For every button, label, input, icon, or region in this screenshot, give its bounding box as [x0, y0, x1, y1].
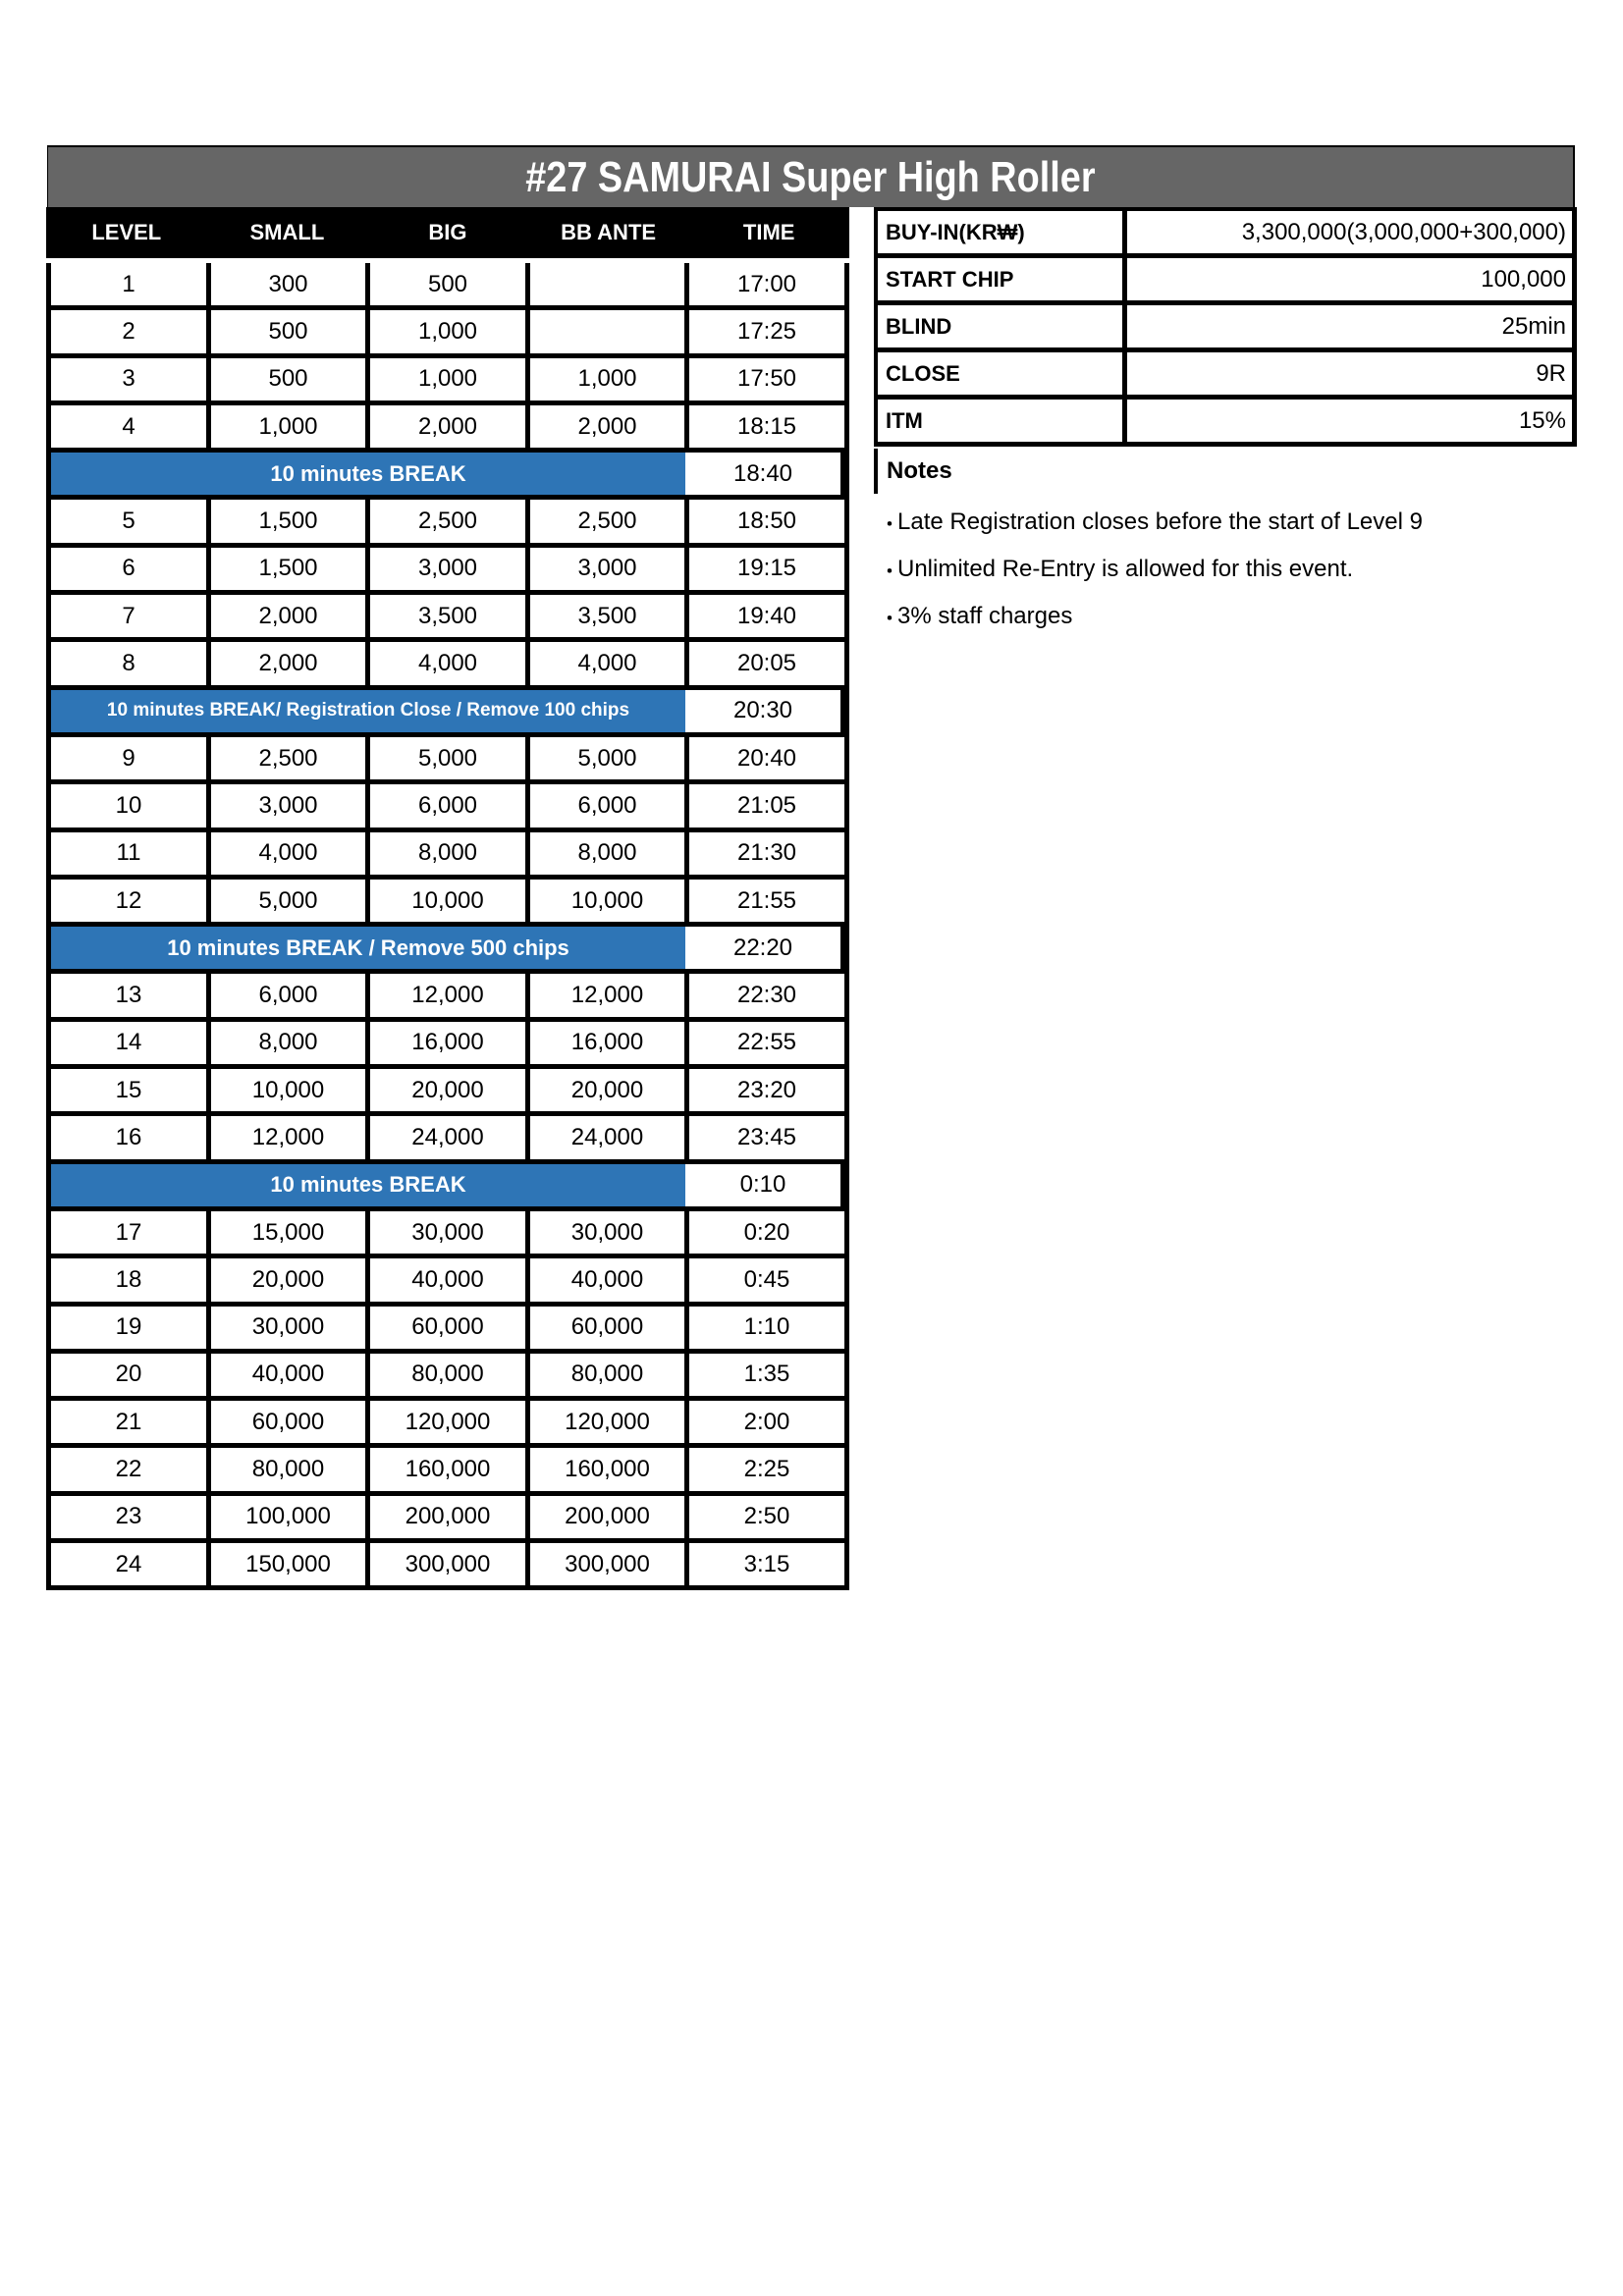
level-cell: 14 [51, 1022, 206, 1064]
level-row [51, 974, 844, 1016]
bb-ante-cell: 3,500 [530, 595, 684, 637]
level-row [51, 784, 844, 827]
level-cell: 18 [51, 1258, 206, 1301]
big-blind-cell: 200,000 [370, 1496, 525, 1538]
level-row [51, 1069, 844, 1111]
time-cell: 18:15 [689, 405, 844, 448]
level-cell: 13 [51, 974, 206, 1016]
header-time: TIME [742, 220, 795, 244]
big-blind-cell: 20,000 [370, 1069, 525, 1111]
level-row [51, 1448, 844, 1490]
level-row [51, 1543, 844, 1585]
big-blind-cell: 10,000 [370, 880, 525, 922]
level-cell: 9 [51, 737, 206, 779]
level-cell: 24 [51, 1543, 206, 1585]
header-big: BIG [428, 220, 467, 244]
bullet-icon: ･ [885, 561, 894, 583]
small-blind-cell: 4,000 [211, 832, 365, 875]
small-blind-cell: 60,000 [211, 1401, 365, 1443]
bb-ante-cell: 40,000 [530, 1258, 684, 1301]
level-cell: 10 [51, 784, 206, 827]
note-text: Late Registration closes before the start of Level 9 [897, 508, 1423, 535]
note-item [885, 499, 1423, 546]
break-label: 10 minutes BREAK / Remove 500 chips [51, 927, 685, 969]
level-cell: 17 [51, 1211, 206, 1254]
level-cell: 15 [51, 1069, 206, 1111]
time-cell: 20:40 [689, 737, 844, 779]
big-blind-cell: 3,000 [370, 548, 525, 590]
level-row [51, 1022, 844, 1064]
time-cell: 0:20 [689, 1211, 844, 1254]
break-row [51, 453, 844, 495]
level-row [51, 548, 844, 590]
info-value: 25min [1127, 305, 1572, 347]
bb-ante-cell: 20,000 [530, 1069, 684, 1111]
small-blind-cell: 30,000 [211, 1307, 365, 1349]
level-cell: 8 [51, 642, 206, 684]
info-row-buy-in [878, 211, 1572, 253]
small-blind-cell: 8,000 [211, 1022, 365, 1064]
level-row [51, 405, 844, 448]
time-cell: 22:30 [689, 974, 844, 1016]
level-cell: 5 [51, 500, 206, 542]
small-blind-cell: 3,000 [211, 784, 365, 827]
big-blind-cell: 16,000 [370, 1022, 525, 1064]
time-cell: 21:30 [689, 832, 844, 875]
info-label: START CHIP [878, 258, 1122, 300]
small-blind-cell: 2,000 [211, 642, 365, 684]
level-cell: 7 [51, 595, 206, 637]
bb-ante-cell: 4,000 [530, 642, 684, 684]
level-row [51, 1258, 844, 1301]
small-blind-cell: 6,000 [211, 974, 365, 1016]
level-cell: 12 [51, 880, 206, 922]
level-cell: 20 [51, 1354, 206, 1396]
level-row [51, 880, 844, 922]
time-cell: 17:25 [689, 310, 844, 352]
info-label: ITM [878, 400, 1122, 442]
time-cell: 17:00 [689, 263, 844, 305]
notes-heading: Notes [874, 449, 952, 494]
page-title: #27 SAMURAI Super High Roller [525, 152, 1096, 201]
bb-ante-cell: 5,000 [530, 737, 684, 779]
level-cell: 1 [51, 263, 206, 305]
break-label: 10 minutes BREAK/ Registration Close / Remove 100 chips [51, 690, 685, 732]
bb-ante-cell: 1,000 [530, 358, 684, 400]
info-row-close [878, 352, 1572, 395]
big-blind-cell: 12,000 [370, 974, 525, 1016]
info-label: CLOSE [878, 352, 1122, 395]
bb-ante-cell: 10,000 [530, 880, 684, 922]
big-blind-cell: 1,000 [370, 310, 525, 352]
level-cell: 21 [51, 1401, 206, 1443]
small-blind-cell: 1,000 [211, 405, 365, 448]
time-cell: 18:50 [689, 500, 844, 542]
table-body [46, 263, 849, 1590]
level-row [51, 1496, 844, 1538]
bb-ante-cell: 8,000 [530, 832, 684, 875]
note-text: Unlimited Re-Entry is allowed for this event. [897, 556, 1354, 582]
big-blind-cell: 300,000 [370, 1543, 525, 1585]
big-blind-cell: 80,000 [370, 1354, 525, 1396]
bb-ante-cell: 12,000 [530, 974, 684, 1016]
bb-ante-cell: 120,000 [530, 1401, 684, 1443]
small-blind-cell: 500 [211, 358, 365, 400]
blind-structure-table [46, 207, 849, 1590]
bb-ante-cell: 16,000 [530, 1022, 684, 1064]
time-cell: 17:50 [689, 358, 844, 400]
level-row [51, 737, 844, 779]
notes-list [885, 499, 1423, 640]
big-blind-cell: 2,000 [370, 405, 525, 448]
level-row [51, 642, 844, 684]
info-value: 100,000 [1127, 258, 1572, 300]
small-blind-cell: 40,000 [211, 1354, 365, 1396]
level-cell: 11 [51, 832, 206, 875]
table-header-row [46, 207, 849, 258]
small-blind-cell: 20,000 [211, 1258, 365, 1301]
title-bar [47, 145, 1575, 207]
bb-ante-cell: 24,000 [530, 1116, 684, 1158]
time-cell: 20:30 [685, 690, 840, 732]
level-row [51, 1116, 844, 1158]
bb-ante-cell: 6,000 [530, 784, 684, 827]
level-row [51, 832, 844, 875]
time-cell: 22:55 [689, 1022, 844, 1064]
small-blind-cell: 80,000 [211, 1448, 365, 1490]
level-row [51, 1307, 844, 1349]
level-row [51, 1354, 844, 1396]
bb-ante-cell: 300,000 [530, 1543, 684, 1585]
big-blind-cell: 120,000 [370, 1401, 525, 1443]
big-blind-cell: 1,000 [370, 358, 525, 400]
big-blind-cell: 24,000 [370, 1116, 525, 1158]
time-cell: 1:35 [689, 1354, 844, 1396]
small-blind-cell: 500 [211, 310, 365, 352]
note-text: 3% staff charges [897, 603, 1073, 629]
small-blind-cell: 1,500 [211, 500, 365, 542]
info-row-itm [878, 400, 1572, 442]
level-cell: 6 [51, 548, 206, 590]
big-blind-cell: 30,000 [370, 1211, 525, 1254]
small-blind-cell: 1,500 [211, 548, 365, 590]
level-row [51, 263, 844, 305]
bb-ante-cell [530, 310, 684, 352]
bb-ante-cell: 200,000 [530, 1496, 684, 1538]
bullet-icon: ･ [885, 608, 894, 630]
break-row [51, 927, 844, 969]
small-blind-cell: 15,000 [211, 1211, 365, 1254]
info-value: 9R [1127, 352, 1572, 395]
small-blind-cell: 150,000 [211, 1543, 365, 1585]
break-label: 10 minutes BREAK [51, 1164, 685, 1206]
level-cell: 23 [51, 1496, 206, 1538]
time-cell: 2:25 [689, 1448, 844, 1490]
time-cell: 19:40 [689, 595, 844, 637]
header-small: SMALL [249, 220, 325, 244]
small-blind-cell: 300 [211, 263, 365, 305]
bb-ante-cell: 2,000 [530, 405, 684, 448]
level-cell: 16 [51, 1116, 206, 1158]
bb-ante-cell: 160,000 [530, 1448, 684, 1490]
time-cell: 2:00 [689, 1401, 844, 1443]
break-label: 10 minutes BREAK [51, 453, 685, 495]
break-row [51, 1164, 844, 1206]
level-cell: 3 [51, 358, 206, 400]
info-value: 3,300,000(3,000,000+300,000) [1127, 211, 1572, 253]
level-cell: 19 [51, 1307, 206, 1349]
small-blind-cell: 10,000 [211, 1069, 365, 1111]
big-blind-cell: 3,500 [370, 595, 525, 637]
bb-ante-cell: 2,500 [530, 500, 684, 542]
bb-ante-cell: 30,000 [530, 1211, 684, 1254]
time-cell: 23:20 [689, 1069, 844, 1111]
level-row [51, 310, 844, 352]
big-blind-cell: 5,000 [370, 737, 525, 779]
level-row [51, 500, 844, 542]
level-cell: 22 [51, 1448, 206, 1490]
header-level: LEVEL [91, 220, 162, 244]
big-blind-cell: 500 [370, 263, 525, 305]
time-cell: 3:15 [689, 1543, 844, 1585]
bb-ante-cell: 3,000 [530, 548, 684, 590]
bb-ante-cell [530, 263, 684, 305]
bb-ante-cell: 80,000 [530, 1354, 684, 1396]
time-cell: 18:40 [685, 453, 840, 495]
info-label: BUY-IN(KR₩) [878, 211, 1122, 253]
time-cell: 19:15 [689, 548, 844, 590]
big-blind-cell: 4,000 [370, 642, 525, 684]
info-row-start-chip [878, 258, 1572, 300]
level-row [51, 1401, 844, 1443]
info-row-blind [878, 305, 1572, 347]
level-row [51, 595, 844, 637]
big-blind-cell: 6,000 [370, 784, 525, 827]
time-cell: 2:50 [689, 1496, 844, 1538]
bullet-icon: ･ [885, 513, 894, 536]
level-cell: 4 [51, 405, 206, 448]
info-value: 15% [1127, 400, 1572, 442]
header-bb-ante: BB ANTE [561, 220, 657, 244]
info-label: BLIND [878, 305, 1122, 347]
break-row [51, 690, 844, 732]
time-cell: 22:20 [685, 927, 840, 969]
time-cell: 21:05 [689, 784, 844, 827]
time-cell: 20:05 [689, 642, 844, 684]
big-blind-cell: 160,000 [370, 1448, 525, 1490]
time-cell: 0:45 [689, 1258, 844, 1301]
small-blind-cell: 100,000 [211, 1496, 365, 1538]
time-cell: 1:10 [689, 1307, 844, 1349]
level-row [51, 1211, 844, 1254]
big-blind-cell: 2,500 [370, 500, 525, 542]
big-blind-cell: 8,000 [370, 832, 525, 875]
level-row [51, 358, 844, 400]
time-cell: 23:45 [689, 1116, 844, 1158]
small-blind-cell: 2,500 [211, 737, 365, 779]
note-item [885, 593, 1423, 640]
bb-ante-cell: 60,000 [530, 1307, 684, 1349]
time-cell: 21:55 [689, 880, 844, 922]
big-blind-cell: 40,000 [370, 1258, 525, 1301]
small-blind-cell: 2,000 [211, 595, 365, 637]
small-blind-cell: 12,000 [211, 1116, 365, 1158]
time-cell: 0:10 [685, 1164, 840, 1206]
note-item [885, 546, 1423, 593]
big-blind-cell: 60,000 [370, 1307, 525, 1349]
event-info-table [874, 207, 1577, 447]
small-blind-cell: 5,000 [211, 880, 365, 922]
level-cell: 2 [51, 310, 206, 352]
